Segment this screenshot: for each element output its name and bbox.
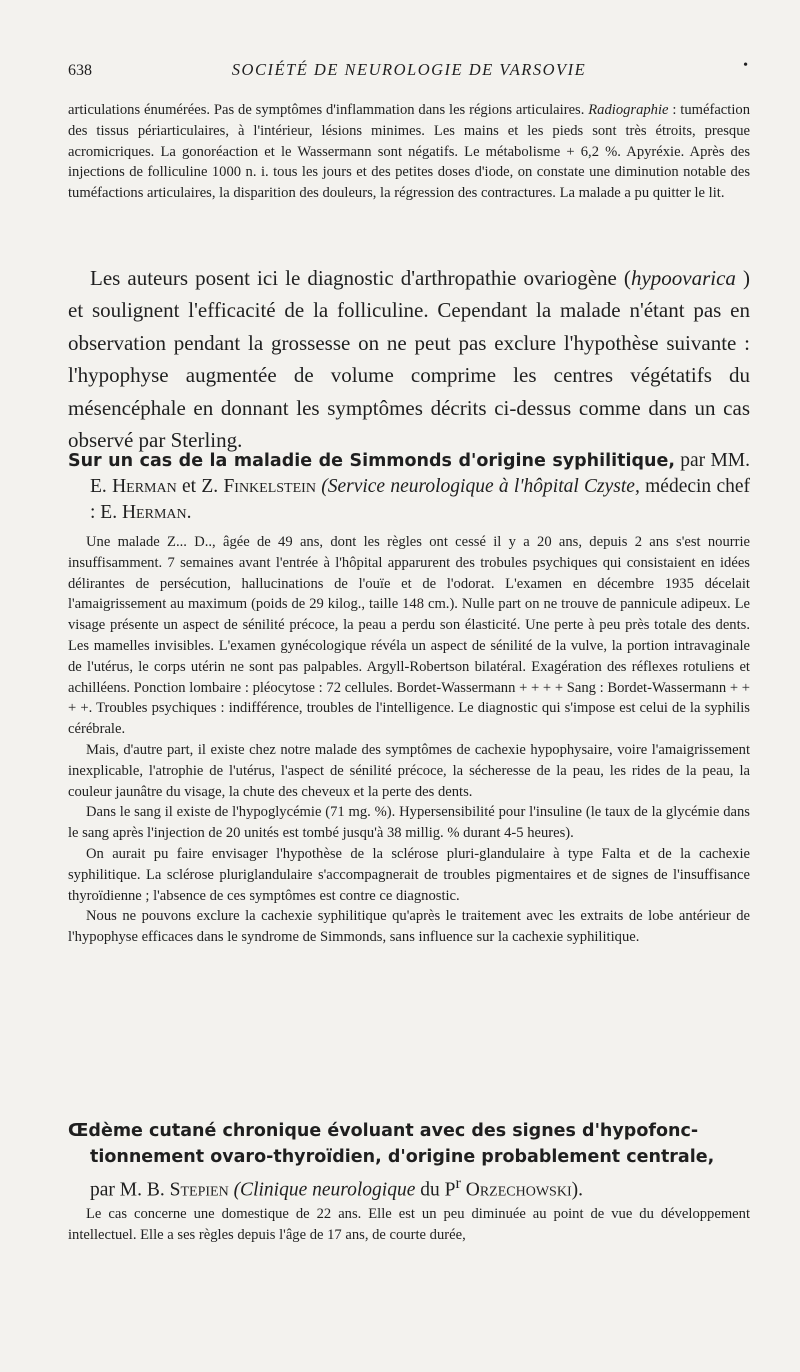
case1-conclusion: [68, 262, 750, 456]
paragraph: Mais, d'autre part, il existe chez notre malade des symptômes de cachexie hypophysaire, voire l'amaigrissement inexplicable, l'atrophie de l'utérus, l'aspect de sénilité précoce, la sécheresse de la peau, les rides de la peau, la couleur jaunâtre du visage, la chute des cheveux et la perte des dents.: [68, 741, 750, 800]
radiographie-text: : tuméfaction des tissus périarticulaires, à l'intérieur, lésions minimes. Les mains et les pieds sont très étroits, presque acromicriques. La gonoréaction et le Wassermann sont négatifs. Le métabolisme + 6,2 %. Apyréxie. Après des injections de folliculine 1000 n. i. tous les jours et des petites doses d'iode, on constate une diminution notable des tuméfactions articulaires, la disparition des douleurs, la régression des contractures. La malade a pu quitter le lit.: [68, 102, 750, 202]
section-heading-simmonds: [68, 448, 750, 526]
corner-mark: •: [743, 58, 748, 73]
paragraph: Nous ne pouvons exclure la cachexie syphilitique qu'après le traitement avec les extraits de lobe antérieur de l'hypophyse efficaces dans le syndrome de Simmonds, sans influence sur la cachexie syphilitique.: [68, 908, 750, 946]
section-heading-oedeme: [68, 1118, 750, 1204]
journal-title: SOCIÉTÉ DE NEUROLOGIE DE VARSOVIE: [231, 60, 587, 79]
section-title-line1: Œdème cutané chronique évoluant avec des signes d'hypofonc-: [68, 1121, 699, 1141]
page-number: 638: [68, 62, 92, 79]
section-end: .: [186, 502, 192, 523]
section2-body: [68, 532, 750, 948]
author-herman: Herman: [112, 476, 177, 497]
paragraph: On aurait pu faire envisager l'hypothèse de la sclérose pluri-glandulaire à type Falta et de la cachexie syphilitique. La sclérose pluriglandulaire s'accompagnerait de troubles pigmentaires et de signes de l'insuffisance thyroïdienne ; l'absence de ces symptômes est contre ce diagnostic.: [68, 845, 750, 904]
paragraph: Une malade Z... D.., âgée de 49 ans, dont les règles ont cessé il y a 20 ans, depuis 2 ans s'est nourrie insuffisamment. 7 semaines avant l'entrée à l'hôpital apparurent des trobules psychiques qui consistaient en idées délirantes de persécution, hallucinations de l'ouïe et de l'odorat. L'examen en décembre 1935 décelait l'amaigrissement au maximum (poids de 29 kilog., taille 148 cm.). Nulle part on ne trouve de pannicule adipeux. Le visage présente un aspect de sénilité précoce, la peau a perdu son élasticité. Une perte à peu près totale des dents. Les mamelles invisibles. L'examen gynécologique révéla un aspect de sénilité de la vulve, la portion intravaginale de l'utérus, le corps utérin ne sont pas palpables. Argyll-Robertson bilatéral. Exagération des réflexes rotuliens et achilléens. Ponction lombaire : pléocytose : 72 cellules. Bordet-Wassermann + + + + Sang : Bordet-Wassermann + + + +. Troubles psychiques : indifférence, troubles de l'intelligence. Le diagnostic qui s'impose est celui de la syphilis cérébrale.: [68, 534, 750, 738]
paragraph: Dans le sang il existe de l'hypoglycémie (71 mg. %). Hypersensibilité pour l'insuline (le taux de la glycémie dans le sang après l'injection de 20 unités est tombé jusqu'à 38 millig. % durant 4-5 heures).: [68, 804, 750, 842]
section-end: ).: [571, 1179, 583, 1201]
conclusion-paragraph: [68, 262, 750, 456]
section-title: [68, 1118, 750, 1204]
paragraph: [68, 100, 750, 204]
conclusion-text-b: ) et soulignent l'efficacité de la folliculine. Cependant la malade n'étant pas en observation pendant la grossesse on ne peut pas exclure l'hypothèse suivante : l'hypophyse augmentée de volume comprime les centres végétatifs du mésencéphale en donnant les symptômes décrits ci-dessus comme dans un cas observé par Sterling.: [68, 266, 750, 453]
section-et: et Z.: [176, 476, 224, 497]
author-finkelstein: Finkelstein: [223, 476, 316, 497]
section-title: [68, 448, 750, 526]
running-head: [68, 60, 750, 84]
section-by: par MM. E.: [90, 450, 750, 497]
radiographie-label: Radiographie: [588, 102, 669, 118]
professor-name: Orzechowski: [460, 1179, 572, 1201]
author-stepien: Stepien: [169, 1179, 229, 1201]
conclusion-text-a: Les auteurs posent ici le diagnostic d'arthropathie ovariogène (: [90, 266, 631, 290]
clinic-name: (Clinique neurologique: [233, 1179, 416, 1201]
chief-name: Herman: [121, 502, 187, 523]
section-title-bold: Sur un cas de la maladie de Simmonds d'origine syphilitique,: [68, 451, 675, 471]
chief-label: médecin chef : E.: [90, 476, 751, 523]
section-du: du P: [415, 1179, 456, 1201]
professor-sup: r: [455, 1174, 461, 1192]
conclusion-italic-term: hypoovarica: [630, 266, 736, 290]
case1-end: [68, 100, 750, 204]
section3-body: [68, 1204, 750, 1246]
case1-line1: articulations énumérées. Pas de symptômes d'inflammation dans les régions articulaires.: [68, 102, 585, 118]
section-title-cont: [68, 1144, 750, 1204]
section-by: par M. B.: [90, 1179, 170, 1201]
section-title-line2: tionnement ovaro-thyroïdien, d'origine probablement centrale,: [90, 1147, 715, 1167]
service-name: (Service neurologique à l'hôpital Czyste,: [321, 476, 640, 497]
paragraph: Le cas concerne une domestique de 22 ans. Elle est un peu diminuée au point de vue du développement intellectuel. Elle a ses règles depuis l'âge de 17 ans, de courte durée,: [68, 1206, 750, 1243]
